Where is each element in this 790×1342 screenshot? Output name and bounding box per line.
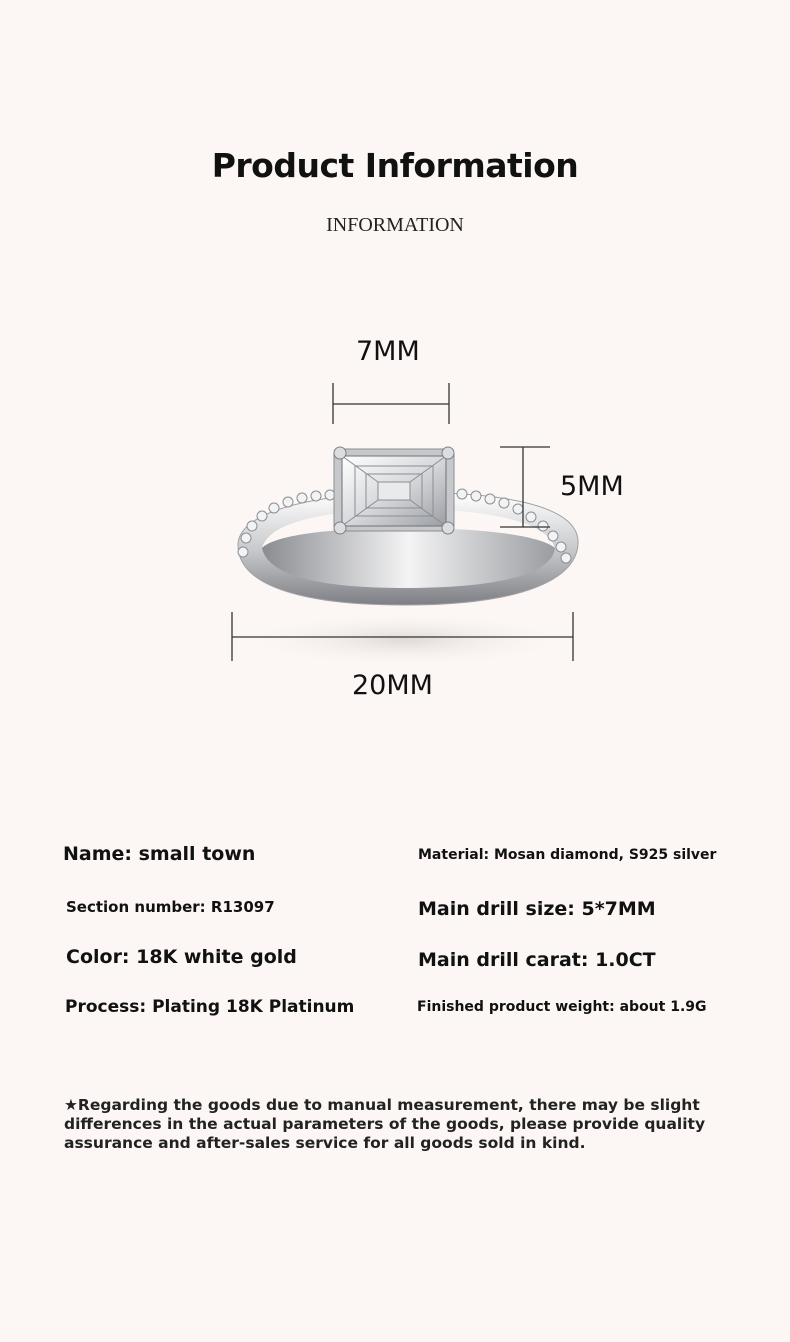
- spec-name: Name: small town: [63, 843, 256, 865]
- spec-color: Color: 18K white gold: [66, 946, 297, 968]
- spec-section-number: Section number: R13097: [66, 898, 275, 916]
- measurement-note: ★Regarding the goods due to manual measurement, there may be slight differences in the actual parameters of the goods, please provide quality assurance and after-sales service for all goods sold in kind.: [64, 1096, 706, 1152]
- spec-finished-weight: Finished product weight: about 1.9G: [417, 999, 707, 1015]
- spec-process: Process: Plating 18K Platinum: [65, 997, 355, 1017]
- dimension-width-label: 7MM: [356, 336, 420, 367]
- dimension-length-label: 20MM: [352, 670, 433, 701]
- ring-dimension-figure: [0, 300, 790, 720]
- page-title: Product Information: [211, 146, 579, 185]
- spec-main-drill-size: Main drill size: 5*7MM: [418, 898, 656, 920]
- page-subtitle: INFORMATION: [326, 214, 464, 236]
- spec-main-drill-carat: Main drill carat: 1.0CT: [418, 949, 656, 971]
- dimension-height-label: 5MM: [560, 471, 624, 502]
- spec-material: Material: Mosan diamond, S925 silver: [418, 847, 717, 863]
